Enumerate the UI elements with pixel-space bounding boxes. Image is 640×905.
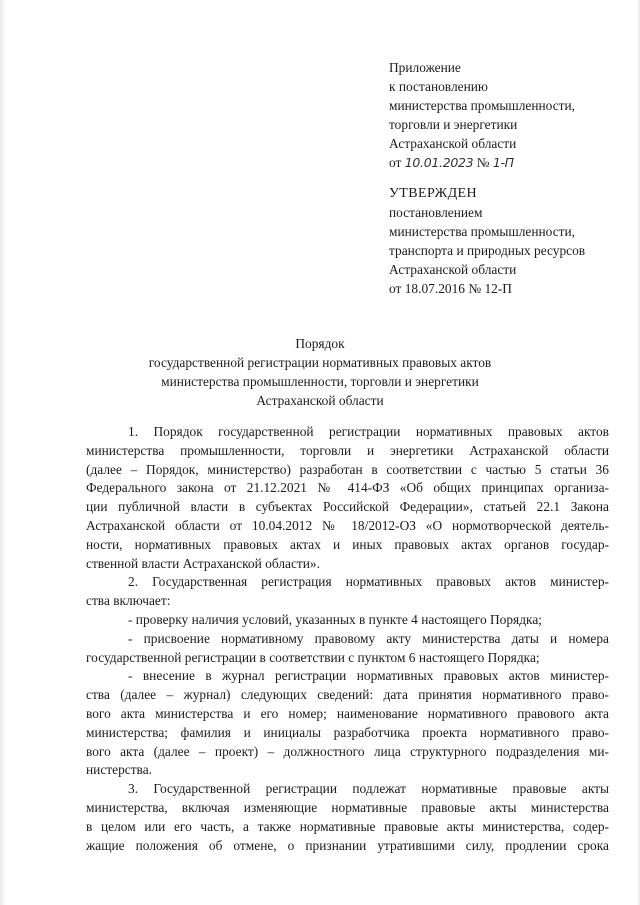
approved-line: Астраханской области bbox=[389, 262, 517, 277]
title-line: Порядок bbox=[295, 336, 345, 351]
appendix-line: торговли и энергетики bbox=[389, 117, 518, 132]
text-line: ственной власти Астраханской области». bbox=[86, 555, 320, 571]
handwritten-number: 1-П bbox=[492, 155, 514, 170]
text-line: министерства, включая изменяющие нормативные правовые акты министерства bbox=[86, 799, 609, 815]
text-line: ства (далее – журнал) следующих сведений: дата принятия нормативного право- bbox=[86, 687, 609, 703]
handwritten-date: 10.01.2023 bbox=[404, 155, 474, 170]
text-line: Федерального закона от 21.12.2021 № 414-ФЗ «Об общих принципах организа- bbox=[86, 480, 609, 496]
appendix-date-line bbox=[389, 153, 619, 172]
approved-heading: УТВЕРЖДЕН bbox=[389, 186, 478, 201]
text-line: министерства; фамилия и инициалы разработчика проекта нормативного право- bbox=[86, 724, 609, 740]
text-line: государственной регистрации в соответствии с пунктом 6 настоящего Порядка; bbox=[86, 649, 540, 665]
approved-block bbox=[389, 184, 624, 298]
appendix-line: Приложение bbox=[389, 60, 461, 75]
text-line: ции публичной власти в субъектах Российской Федерации», статьей 22.1 Закона bbox=[86, 499, 609, 515]
approved-line: транспорта и природных ресурсов bbox=[389, 243, 586, 258]
text-line: ности, нормативных правовых актах и иных правовых актах органов государ- bbox=[86, 536, 609, 552]
title-line: министерства промышленности, торговли и энергетики bbox=[161, 374, 479, 389]
list-item: - проверку наличия условий, указанных в пункте 4 настоящего Порядка; bbox=[128, 611, 542, 627]
appendix-line: министерства промышленности, bbox=[389, 98, 576, 113]
document-title bbox=[90, 334, 550, 410]
approved-line: от 18.07.2016 № 12-П bbox=[389, 281, 512, 296]
text-line: жащие положения об отмене, о признании утратившими силу, продлении срока bbox=[86, 837, 609, 853]
text-line: (далее – Порядок, министерство) разработан в соответствии с частью 5 статьи 36 bbox=[86, 461, 609, 477]
text-line: нистерства. bbox=[86, 762, 152, 778]
scan-edge-left bbox=[0, 0, 6, 905]
document-body bbox=[86, 423, 609, 855]
text-line: 3. Государственной регистрации подлежат нормативные правовые акты bbox=[128, 781, 609, 797]
title-line: государственной регистрации нормативных правовых актов bbox=[148, 355, 492, 370]
text-line: 1. Порядок государственной регистрации нормативных правовых актов bbox=[128, 424, 609, 439]
approved-line: министерства промышленности, bbox=[389, 224, 576, 239]
text-line: вого акта министерства и его номер; наименование нормативного правового акта bbox=[86, 705, 609, 721]
number-prefix: № bbox=[476, 155, 490, 170]
appendix-line: к постановлению bbox=[389, 79, 488, 94]
approved-line: постановлением bbox=[389, 205, 483, 220]
paragraph-2 bbox=[86, 573, 609, 780]
paragraph-3 bbox=[86, 780, 609, 855]
text-line: 2. Государственная регистрация нормативных правовых актов министер- bbox=[128, 574, 609, 590]
text-line: ства включает: bbox=[86, 593, 171, 609]
text-line: министерства промышленности, торговли и энергетики Астраханской области bbox=[86, 442, 609, 458]
text-line: Астраханской области от 10.04.2012 № 18/2012-ОЗ «О нормотворческой деятель- bbox=[86, 517, 609, 533]
list-item: - присвоение нормативному правовому акту министерства даты и номера bbox=[128, 630, 609, 646]
appendix-line: Астраханской области bbox=[389, 136, 517, 151]
text-line: вого акта (далее – проект) – должностного лица структурного подразделения ми- bbox=[86, 743, 609, 759]
text-line: в целом или его часть, а также нормативные правовые акты министерства, содер- bbox=[86, 818, 609, 834]
appendix-block bbox=[389, 58, 619, 172]
paragraph-1 bbox=[86, 423, 609, 573]
date-prefix: от bbox=[389, 155, 402, 170]
list-item: - внесение в журнал регистрации нормативных правовых актов министер- bbox=[128, 668, 609, 684]
title-line: Астраханской области bbox=[256, 393, 384, 408]
